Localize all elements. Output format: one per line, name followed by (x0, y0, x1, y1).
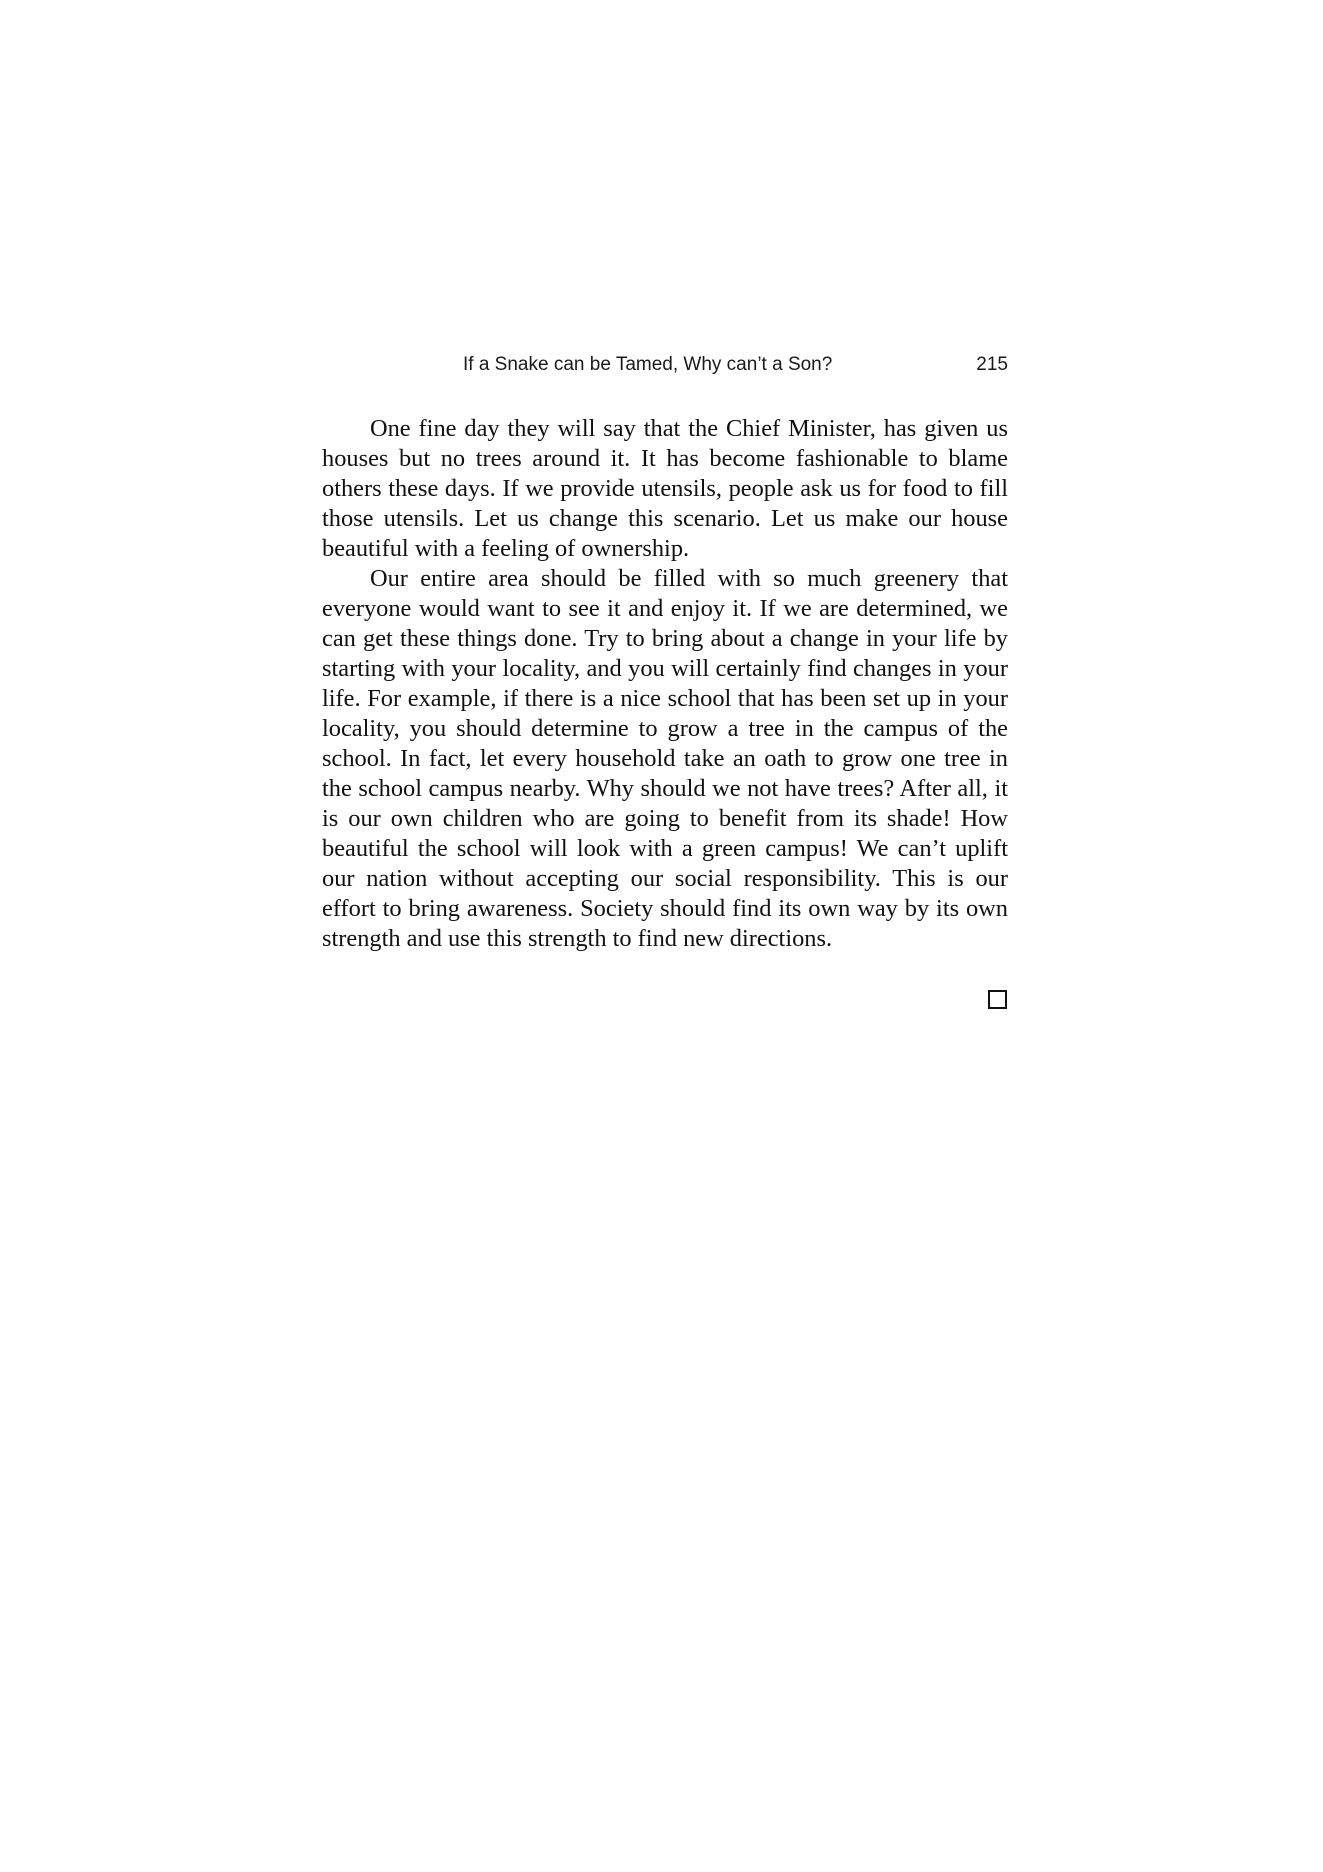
paragraph: Our entire area should be filled with so much greenery that everyone would want to see it and enjoy it. If we are determined, we can get these things done. Try to bring about a change in your life by starting with your locality, and you will certainly find changes in your life. For example, if there is a nice school that has been set up in your locality, you should determine to grow a tree in the campus of the school. In fact, let every household take an oath to grow one tree in the school campus nearby. Why should we not have trees? After all, it is our own children who are going to benefit from its shade! How beautiful the school will look with a green campus! We can’t uplift our nation without accepting our social responsibility. This is our effort to bring awareness. Society should find its own way by its own strength and use this strength to find new directions. (322, 565, 1008, 952)
running-title: If a Snake can be Tamed, Why can’t a Son? (463, 354, 833, 375)
running-header (322, 354, 1008, 384)
body-text (322, 414, 1008, 954)
end-of-chapter-square-icon (988, 990, 1007, 1009)
end-mark-row (322, 990, 1008, 1012)
paragraph: One fine day they will say that the Chief Minister, has given us houses but no trees around it. It has become fashionable to blame others these days. If we provide utensils, people ask us for food to fill those utensils. Let us change this scenario. Let us make our house beautiful with a feeling of ownership. (322, 415, 1008, 562)
page-number: 215 (976, 354, 1008, 375)
